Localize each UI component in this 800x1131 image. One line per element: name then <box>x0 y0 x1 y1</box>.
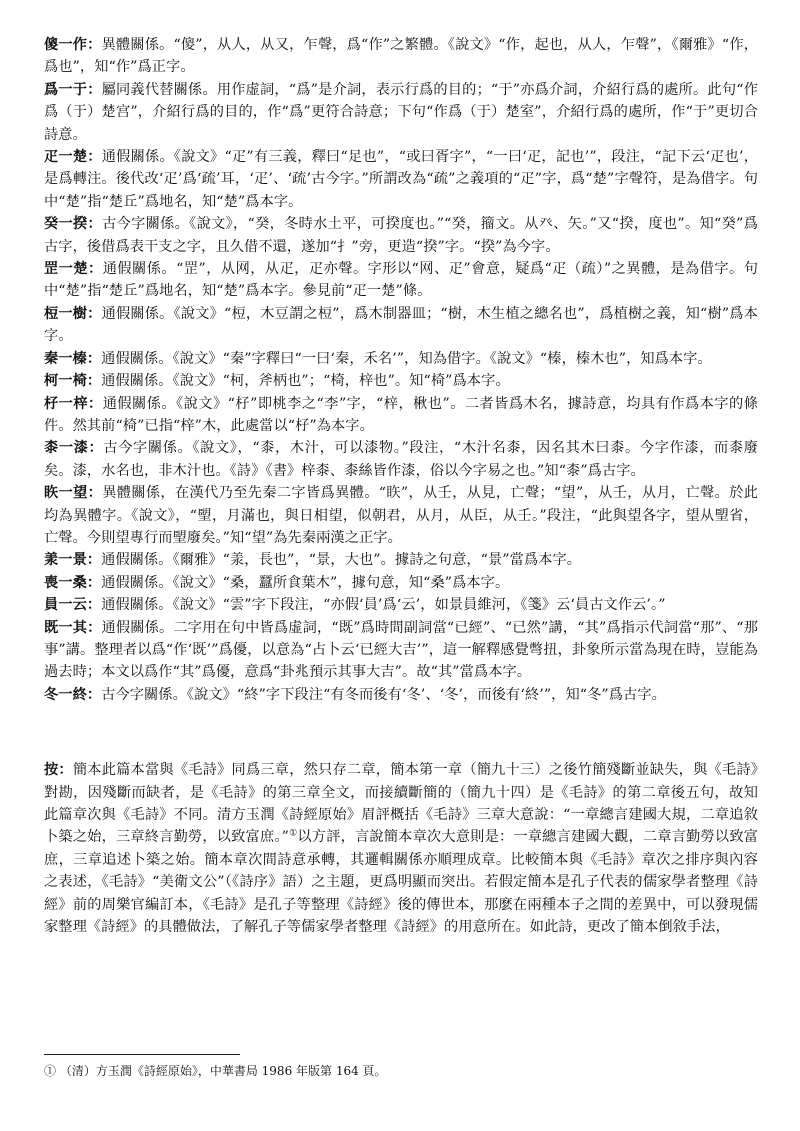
commentary-text-1: 簡本此篇本當與《毛詩》同爲三章，然只存二章，簡本第一章（簡九十三）之後竹簡殘斷並缺失，與《毛詩》對勘，因殘斷而缺者，是《毛詩》的第三章全文，而接續斷簡的（簡九十四）是《毛詩》的第二章後五句，故知此篇章次與《毛詩》不同。清方玉潤《詩經原始》眉評概括《毛詩》三章大意說：“一章總言建國大規，二章追敘卜築之始，三章終言勤勞，以致富庶。” <box>44 762 758 846</box>
commentary-lead: 按： <box>44 762 73 779</box>
entry-term: 杍一梓： <box>44 395 103 412</box>
footnote <box>44 1062 758 1080</box>
entry-gui-kui <box>44 213 758 258</box>
entry-term: 傻一作： <box>44 37 102 53</box>
entry-term: 冬一終： <box>44 686 102 703</box>
commentary-text-2: 以方評，言說簡本章次大意則是：一章總言建國大觀，二章言勤勞以致富庶，三章追述卜築之始。簡本章次間詩意承轉，其邏輯關係亦順理成章。比較簡本與《毛詩》章次之排序與內容之表述，《毛詩》“美衛文公”（《詩序》語）之主題，更爲明顯而突出。若假定簡本是孔子代表的儒家學者整理《詩經》前的周樂官編訂本，《毛詩》是孔子等整理《詩經》後的傳世本，那麽在兩種本子之間的差異中，可以發現儒家整理《詩經》的具體做法，了解孔子等儒家學者整理《詩經》的用意所在。如此詩，更改了簡本倒敘手法， <box>44 829 758 936</box>
annotation-entries <box>44 34 758 706</box>
entry-term: 喪一桑： <box>44 574 102 591</box>
entry-li-zi <box>44 393 758 438</box>
entry-text: 通假關係。《說文》“疋”有三義，釋曰“足也”，“或曰胥字”，“一曰‘疋，記也’”，段注，“記下云‘疋也’，是爲轉注。後代改‘疋’爲‘疏’耳，‘疋’、‘疏’古今字。”所謂改為“疏”之義項的“疋”字，爲“楚”字聲符，是為借字。句中“楚”指“楚丘”爲地名，知“楚”爲本字。 <box>44 149 758 210</box>
entry-text: 通假關係。《說文》“秦”字釋曰“一曰‘秦，禾名’”，知為借字。《說文》“榛，榛木也”，知爲本字。 <box>101 350 712 367</box>
entry-text: 通假關係。二字用在句中皆爲虚詞，“既”爲時間副詞當“已經”、“已然”講，“其”爲指示代詞當“那”、“那事”講。整理者以爲“作‘既’”爲優，以意為“占卜云‘已經大吉’”，這一解釋感覺彆扭，卦象所示當為現在時，豈能為過去時；本文以爲作“其”爲優，意爲“卦兆預示其事大吉”。故“其”當爲本字。 <box>44 619 758 681</box>
entry-term: 疋一楚： <box>44 149 102 166</box>
commentary-paragraph <box>44 759 758 938</box>
entry-text: 異體關係。“傻”，从人，从又，乍聲，爲“作”之繁體。《說文》“作，起也，从人，乍聲”，《爾雅》“作，爲也”，知“作”爲正字。 <box>44 37 758 76</box>
entry-text: 屬同義代替關係。用作虚詞，“爲”是介詞，表示行爲的目的；“于”亦爲介詞，介紹行爲的處所。此句“作爲（于）楚宫”，介紹行爲的目的，作“爲”更符合詩意；下句“作爲（于）楚室”，介紹行爲的處所，作“于”更切合詩意。 <box>44 81 758 143</box>
entry-yuan-yun <box>44 594 758 616</box>
entry-text: 通假關係。《說文》“桑，蠶所食葉木”，據句意，知“桑”爲本字。 <box>101 574 510 591</box>
entry-term: 桼一漆： <box>44 440 104 457</box>
entry-dou-shu <box>44 303 758 348</box>
entry-wang <box>44 482 758 549</box>
entry-term: 羕一景： <box>44 552 102 569</box>
entry-term: 爲一于： <box>44 81 102 98</box>
entry-term: 柯一椅： <box>44 373 102 390</box>
entry-text: 通假關係。《爾雅》“羕，長也”，“景，大也”。據詩之句意，“景”當爲本字。 <box>101 552 582 569</box>
footnote-reference[interactable]: ① <box>289 828 298 839</box>
entry-text: 通假關係。《說文》“杍”即桃李之“李”字，“梓，楸也”。二者皆爲木名，據詩意，均具有作爲本字的條件。然其前“椅”已指“梓”木，此處當以“杍”為本字。 <box>44 395 758 434</box>
entry-term: 䀢一望： <box>44 485 103 502</box>
entry-term: 員一云： <box>44 597 102 614</box>
entry-term: 癸一揆： <box>44 216 103 233</box>
entry-text: 通假關係。《說文》“雲”字下段注，“亦假‘員’爲‘云’，如景員維河，《箋》云‘員古文作云’。” <box>101 597 666 614</box>
footnote-divider <box>44 1054 240 1055</box>
entry-text: 古今字關係。《說文》，“癸，冬時水土平，可揆度也。”“癸，籀文。从癶、矢。”又“揆，度也”。知“癸”爲古字，後借爲表干支之字，且久借不還，遂加“扌”旁，更造“揆”字。“揆”為今字。 <box>44 216 758 255</box>
entry-zhong <box>44 684 758 706</box>
entry-qin-zhen <box>44 348 758 370</box>
entry-text: 通假關係。“罡”，从网，从疋，疋亦聲。字形以“网、疋”會意，疑爲“疋（疏）”之異體，是為借字。句中“楚”指“楚丘”爲地名，知“楚”爲本字。參見前“疋一楚”條。 <box>44 261 758 300</box>
entry-ji-qi <box>44 617 758 684</box>
entry-term: 既一其： <box>44 619 102 636</box>
footnote-mark: ① <box>44 1064 57 1078</box>
entry-sang <box>44 572 758 594</box>
entry-gang-chu <box>44 258 758 303</box>
entry-text: 通假關係。《說文》“梪，木豆謂之梪”，爲木制器皿；“樹，木生植之總名也”，爲植樹之義，知“樹”爲本字。 <box>44 305 758 345</box>
entry-shu-chu <box>44 146 758 213</box>
entry-term: 秦一榛： <box>44 350 102 367</box>
entry-qi-qi <box>44 437 758 482</box>
entry-text: 古今字關係。《說文》，“桼，木汁，可以漆物。”段注，“木汁名桼，因名其木曰桼。今字作漆，而桼廢矣。漆，水名也，非木汁也。《詩》《書》梓桼、桼絲皆作漆，俗以今字易之也。”知“桼”爲古字。 <box>44 440 758 479</box>
entry-yang-jing <box>44 549 758 571</box>
footnote-text: （清）方玉潤《詩經原始》，中華書局 1986 年版第 164 頁。 <box>59 1064 387 1078</box>
entry-term: 罡一楚： <box>44 261 103 278</box>
entry-text: 通假關係。《說文》“柯，斧柄也”；“椅，梓也”。知“椅”爲本字。 <box>101 373 510 390</box>
entry-wei-yu <box>44 79 758 146</box>
entry-term: 梪一樹： <box>44 305 102 322</box>
entry-text: 古今字關係。《說文》“終”字下段注“有冬而後有‘冬’、‘冬’，而後有‘終’”，知“冬”爲古字。 <box>101 686 666 703</box>
entry-zuo <box>44 34 758 79</box>
entry-ke-yi <box>44 370 758 392</box>
entry-text: 異體關係，在漢代乃至先秦二字皆爲異體。“䀢”，从壬，从見，亡聲；“望”，从壬，从月，亡聲。於此均為異體字。《說文》，“朢，月滿也，與日相望，似朝君，从月，从臣，从壬。”段注，“此與望各字，望从朢省，亡聲。今則望專行而朢廢矣。”知“望”為先秦兩漢之正字。 <box>44 485 758 546</box>
